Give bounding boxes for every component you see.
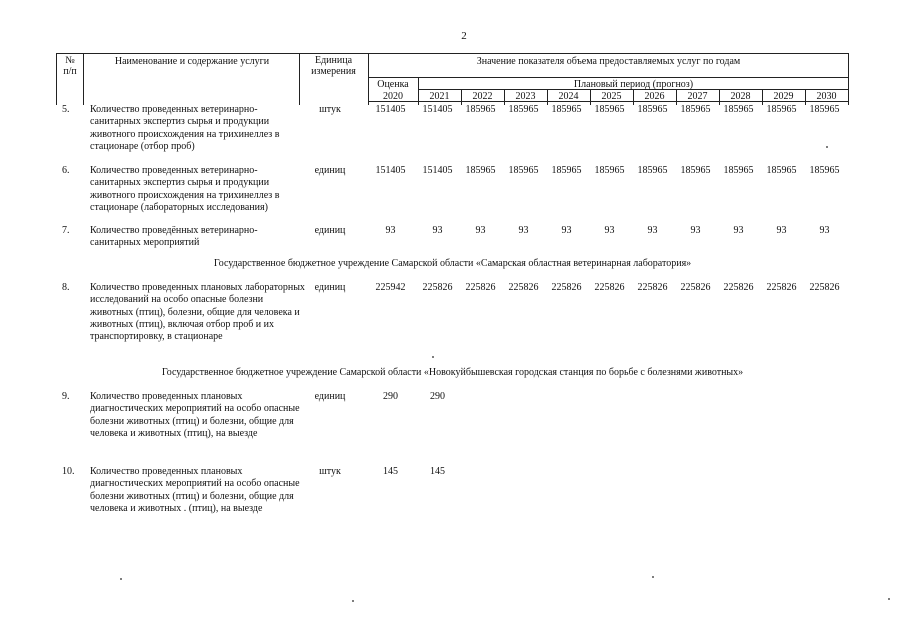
value-cell: 185965 bbox=[508, 165, 539, 176]
value-cell: 93 bbox=[733, 225, 744, 236]
header-estimate: Оценка bbox=[377, 79, 409, 90]
unit-cell: штук bbox=[319, 466, 341, 477]
value-cell: 185965 bbox=[594, 104, 625, 115]
service-name: Количество проведенных ветеринарно-санитарных экспертиз сырья и продукции животного происхождения на трихинеллез в стационаре (отбор проб) bbox=[90, 104, 280, 152]
header-name: Наименование и содержание услуги bbox=[114, 56, 270, 67]
value-cell: 185965 bbox=[680, 104, 711, 115]
value-cell: 151405 bbox=[422, 165, 453, 176]
value-cell: 151405 bbox=[375, 104, 406, 115]
unit-cell: единиц bbox=[314, 391, 346, 402]
value-cell: 185965 bbox=[551, 104, 582, 115]
service-name: Количество проведенных плановых лабораторных исследований на особо опасные болезни животных (птиц), болезни, общие для человека и животных (птиц), включая отбор проб и их транспортировку, в стационаре bbox=[90, 282, 305, 343]
unit-cell: штук bbox=[319, 104, 341, 115]
year-header-cell: 2025 bbox=[601, 91, 622, 102]
value-cell: 185965 bbox=[766, 104, 797, 115]
value-cell: 93 bbox=[819, 225, 830, 236]
value-cell: 185965 bbox=[723, 104, 754, 115]
service-name: Количество проведённых ветеринарно-санитарных мероприятий bbox=[90, 225, 258, 249]
page-number: 2 bbox=[461, 30, 467, 42]
unit-cell: единиц bbox=[314, 165, 346, 176]
value-cell: 185965 bbox=[508, 104, 539, 115]
value-cell: 185965 bbox=[680, 165, 711, 176]
row-number: 9. bbox=[62, 391, 70, 402]
value-cell: 225826 bbox=[508, 282, 539, 293]
value-cell: 290 bbox=[430, 391, 445, 402]
value-cell: 225826 bbox=[465, 282, 496, 293]
value-cell: 185965 bbox=[594, 165, 625, 176]
year-header-cell: 2028 bbox=[730, 91, 751, 102]
year-header-cell: 2021 bbox=[429, 91, 450, 102]
scan-speck bbox=[432, 356, 434, 358]
header-num: № п/п bbox=[63, 55, 77, 77]
value-cell: 185965 bbox=[766, 165, 797, 176]
header-values-title: Значение показателя объема предоставляемых услуг по годам bbox=[476, 56, 741, 67]
value-cell: 93 bbox=[604, 225, 615, 236]
value-cell: 185965 bbox=[723, 165, 754, 176]
year-header-cell: 2027 bbox=[687, 91, 708, 102]
value-cell: 185965 bbox=[465, 165, 496, 176]
unit-cell: единиц bbox=[314, 225, 346, 236]
row-number: 10. bbox=[62, 466, 75, 477]
value-cell: 93 bbox=[776, 225, 787, 236]
value-cell: 151405 bbox=[375, 165, 406, 176]
scan-speck bbox=[352, 600, 354, 602]
value-cell: 225826 bbox=[637, 282, 668, 293]
value-cell: 225826 bbox=[551, 282, 582, 293]
value-cell: 151405 bbox=[422, 104, 453, 115]
service-name: Количество проведенных плановых диагностических мероприятий на особо опасные болезни животных (птиц) и болезни, общие для человека и животных (птиц), на выезде bbox=[90, 391, 300, 439]
value-cell: 93 bbox=[647, 225, 658, 236]
year-header-cell: 2022 bbox=[472, 91, 493, 102]
value-cell: 185965 bbox=[809, 104, 840, 115]
service-name: Количество проведенных ветеринарно-санитарных экспертиз сырья и продукции животного происхождения на трихинеллез в стационаре (лабораторных исследования) bbox=[90, 165, 280, 213]
value-cell: 185965 bbox=[637, 104, 668, 115]
scan-speck bbox=[888, 598, 890, 600]
value-cell: 225826 bbox=[723, 282, 754, 293]
row-number: 8. bbox=[62, 282, 70, 293]
value-cell: 93 bbox=[475, 225, 486, 236]
unit-cell: единиц bbox=[314, 282, 346, 293]
year-header-cell: 2026 bbox=[644, 91, 665, 102]
value-cell: 185965 bbox=[465, 104, 496, 115]
value-cell: 185965 bbox=[637, 165, 668, 176]
value-cell: 185965 bbox=[809, 165, 840, 176]
value-cell: 290 bbox=[383, 391, 398, 402]
value-cell: 93 bbox=[518, 225, 529, 236]
header-planned: Плановый период (прогноз) bbox=[573, 79, 694, 90]
value-cell: 145 bbox=[383, 466, 398, 477]
year-header-cell: 2023 bbox=[515, 91, 536, 102]
value-cell: 185965 bbox=[551, 165, 582, 176]
scan-speck bbox=[652, 576, 654, 578]
value-cell: 225826 bbox=[766, 282, 797, 293]
value-cell: 225942 bbox=[375, 282, 406, 293]
year-header-cell: 2024 bbox=[558, 91, 579, 102]
header-unit: Единица измерения bbox=[311, 55, 356, 77]
section-title: Государственное бюджетное учреждение Самарской области «Новокуйбышевская городская станция по борьбе с болезнями животных» bbox=[161, 367, 744, 378]
scan-speck bbox=[120, 578, 122, 580]
value-cell: 93 bbox=[385, 225, 396, 236]
row-number: 5. bbox=[62, 104, 70, 115]
row-number: 7. bbox=[62, 225, 70, 236]
row-number: 6. bbox=[62, 165, 70, 176]
value-cell: 93 bbox=[432, 225, 443, 236]
value-cell: 225826 bbox=[680, 282, 711, 293]
value-cell: 93 bbox=[690, 225, 701, 236]
year-header-cell: 2020 bbox=[383, 91, 403, 102]
value-cell: 93 bbox=[561, 225, 572, 236]
value-cell: 145 bbox=[430, 466, 445, 477]
year-header-cell: 2030 bbox=[816, 91, 837, 102]
service-name: Количество проведенных плановых диагностических мероприятий на особо опасные болезни животных (птиц) и болезни, общие для человека и животных . (птиц), на выезде bbox=[90, 466, 300, 514]
value-cell: 225826 bbox=[594, 282, 625, 293]
section-title: Государственное бюджетное учреждение Самарской области «Самарская областная ветеринарная лаборатория» bbox=[213, 258, 692, 269]
value-cell: 225826 bbox=[422, 282, 453, 293]
scan-speck bbox=[826, 146, 828, 148]
year-header-cell: 2029 bbox=[773, 91, 794, 102]
value-cell: 225826 bbox=[809, 282, 840, 293]
